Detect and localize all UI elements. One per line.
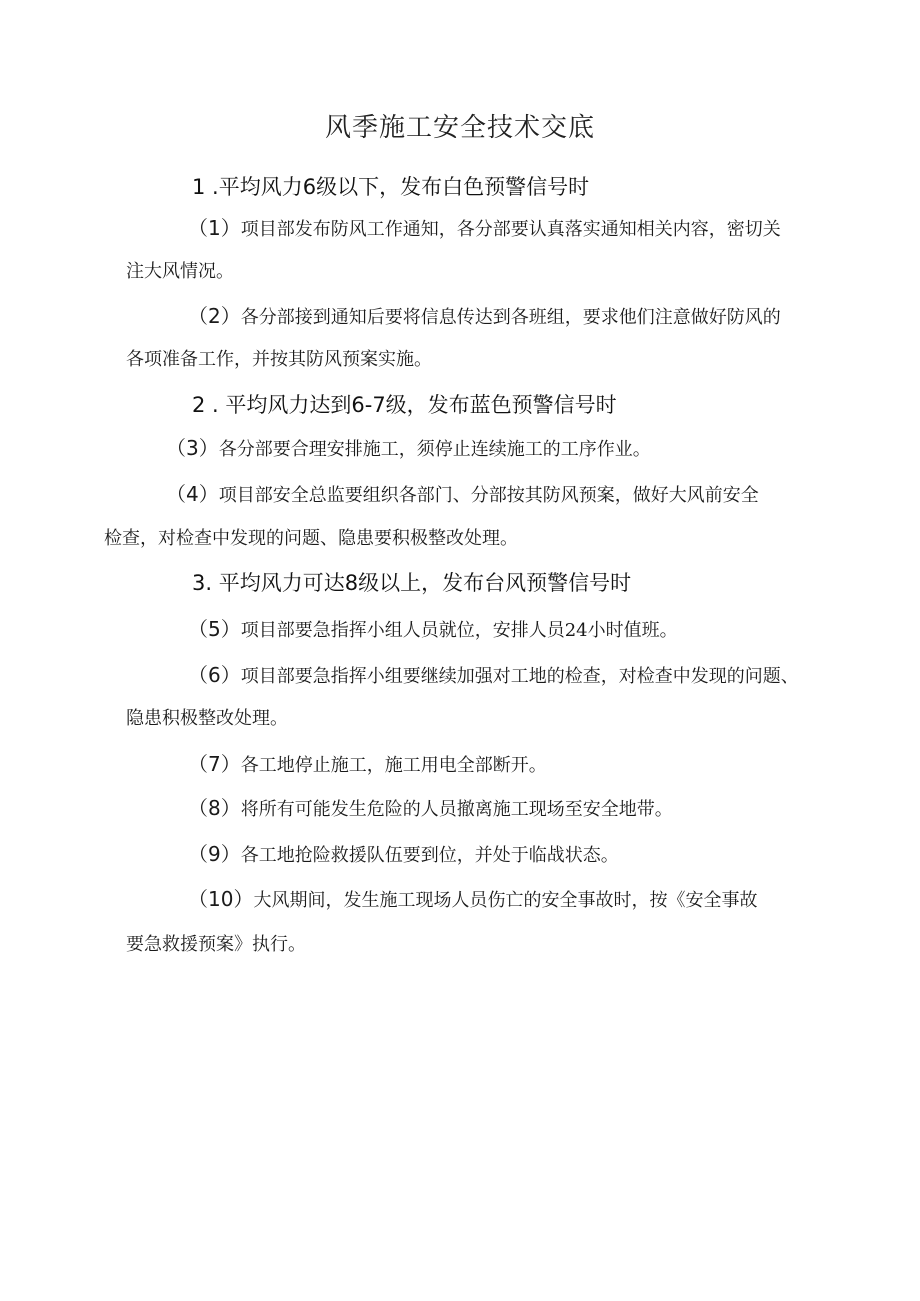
section-heading-2: 2 . 平均风力达到6-7级，发布蓝色预警信号时 [192, 393, 617, 417]
paragraph-1-line-2: 注大风情况。 [126, 261, 234, 282]
item-number-3: （3） [166, 436, 219, 460]
paragraph-10-line-1 [188, 877, 757, 923]
item-number-5: （5） [188, 617, 241, 641]
item-number-7: （7） [188, 752, 241, 776]
item-text-3a: 各分部要合理安排施工，须停止连续施工的工序作业。 [218, 439, 651, 460]
item-text-1a: 项目部发布防风工作通知，各分部要认真落实通知相关内容，密切关 [240, 219, 781, 240]
paragraph-2-line-1 [188, 294, 781, 340]
paragraph-8-line-1 [188, 786, 673, 832]
item-number-9: （9） [188, 842, 241, 866]
item-text-10a: 大风期间，发生施工现场人员伤亡的安全事故时，按《安全事故 [253, 890, 758, 911]
paragraph-4-line-1 [166, 472, 759, 518]
paragraph-5-line-1 [188, 607, 678, 653]
item-number-4: （4） [166, 482, 219, 506]
paragraph-6-line-2: 隐患积极整改处理。 [126, 708, 288, 729]
paragraph-7-line-1 [188, 742, 547, 788]
paragraph-10-line-2: 要急救援预案》执行。 [126, 934, 306, 955]
paragraph-1-line-1 [188, 206, 781, 252]
paragraph-2-line-2: 各项准备工作，并按其防风预案实施。 [126, 349, 432, 370]
item-text-7a: 各工地停止施工，施工用电全部断开。 [240, 755, 547, 776]
item-number-8: （8） [188, 796, 241, 820]
item-text-2a: 各分部接到通知后要将信息传达到各班组，要求他们注意做好防风的 [240, 307, 781, 328]
item-number-6: （6） [188, 663, 241, 687]
paragraph-9-line-1 [188, 832, 619, 878]
paragraph-6-line-1 [188, 653, 799, 699]
item-number-2: （2） [188, 304, 241, 328]
item-text-5a: 项目部要急指挥小组人员就位，安排人员24小时值班。 [240, 620, 678, 641]
item-number-1: （1） [188, 216, 241, 240]
paragraph-4-line-2: 检查，对检查中发现的问题、隐患要积极整改处理。 [104, 528, 518, 549]
item-text-8a: 将所有可能发生危险的人员撤离施工现场至安全地带。 [240, 799, 673, 820]
item-number-10: （10） [188, 887, 254, 911]
item-text-4a: 项目部安全总监要组织各部门、分部按其防风预案，做好大风前安全 [218, 485, 759, 506]
section-heading-1: 1 .平均风力6级以下，发布白色预警信号时 [192, 175, 590, 199]
document-title: 风季施工安全技术交底 [324, 113, 595, 143]
paragraph-3-line-1 [166, 426, 651, 472]
item-text-6a: 项目部要急指挥小组要继续加强对工地的检查，对检查中发现的问题、 [240, 666, 799, 687]
item-text-9a: 各工地抢险救援队伍要到位，并处于临战状态。 [240, 845, 619, 866]
section-heading-3: 3. 平均风力可达8级以上，发布台风预警信号时 [192, 571, 632, 595]
